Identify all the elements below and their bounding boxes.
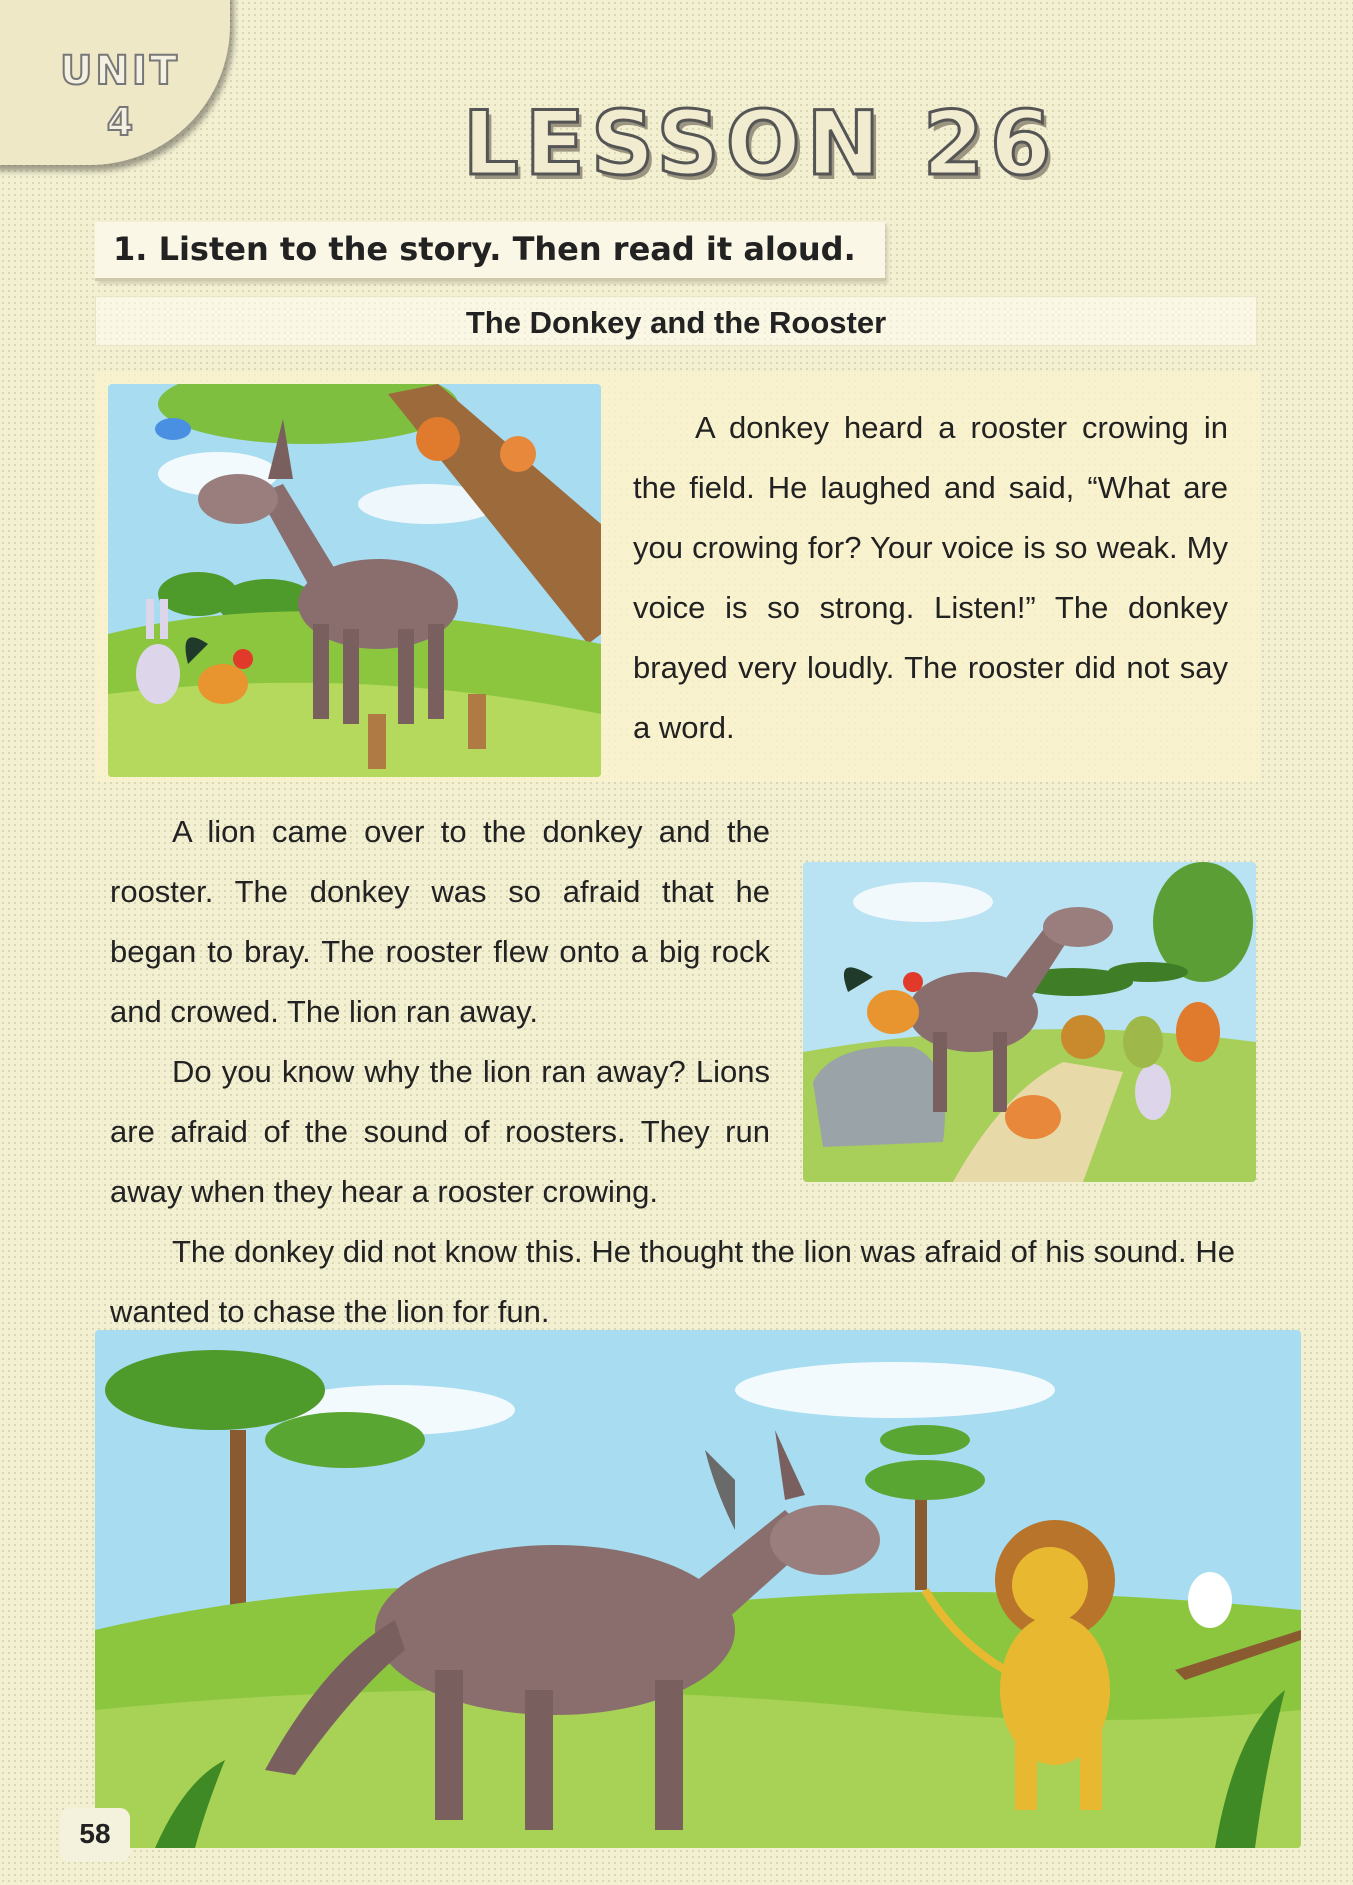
paragraph-4: The donkey did not know this. He thought the lion was afraid of his sound. He wanted to chase the lion for fun. bbox=[110, 1234, 1235, 1329]
donkey-chasing-lion-illustration bbox=[95, 1330, 1301, 1848]
story-title: The Donkey and the Rooster bbox=[465, 305, 887, 340]
instruction-text: 1. Listen to the story. Then read it aloud. bbox=[113, 230, 856, 268]
paragraph-3: Do you know why the lion ran away? Lions are afraid of the sound of roosters. They run away when they hear a rooster crowing. bbox=[110, 1054, 770, 1209]
unit-number: 4 bbox=[106, 100, 134, 144]
lesson-title: LESSON 26 bbox=[462, 92, 1058, 195]
paragraph-1: A donkey heard a rooster crowing in the field. He laughed and said, “What are you crowing for? Your voice is so weak. My voice is so strong. Listen!” The donkey brayed very loudly. The rooster did not say a word. bbox=[633, 410, 1228, 745]
unit-label: UNIT bbox=[59, 48, 181, 94]
paragraph-2: A lion came over to the donkey and the rooster. The donkey was so afraid that he began to bray. The rooster flew onto a big rock and crowed. The lion ran away. bbox=[110, 814, 770, 1029]
rooster-on-rock-illustration bbox=[803, 862, 1256, 1182]
story-title-bar bbox=[95, 296, 1257, 346]
page-number: 58 bbox=[79, 1818, 111, 1849]
donkey-rooster-illustration bbox=[108, 384, 601, 777]
instruction-bar bbox=[95, 222, 885, 281]
